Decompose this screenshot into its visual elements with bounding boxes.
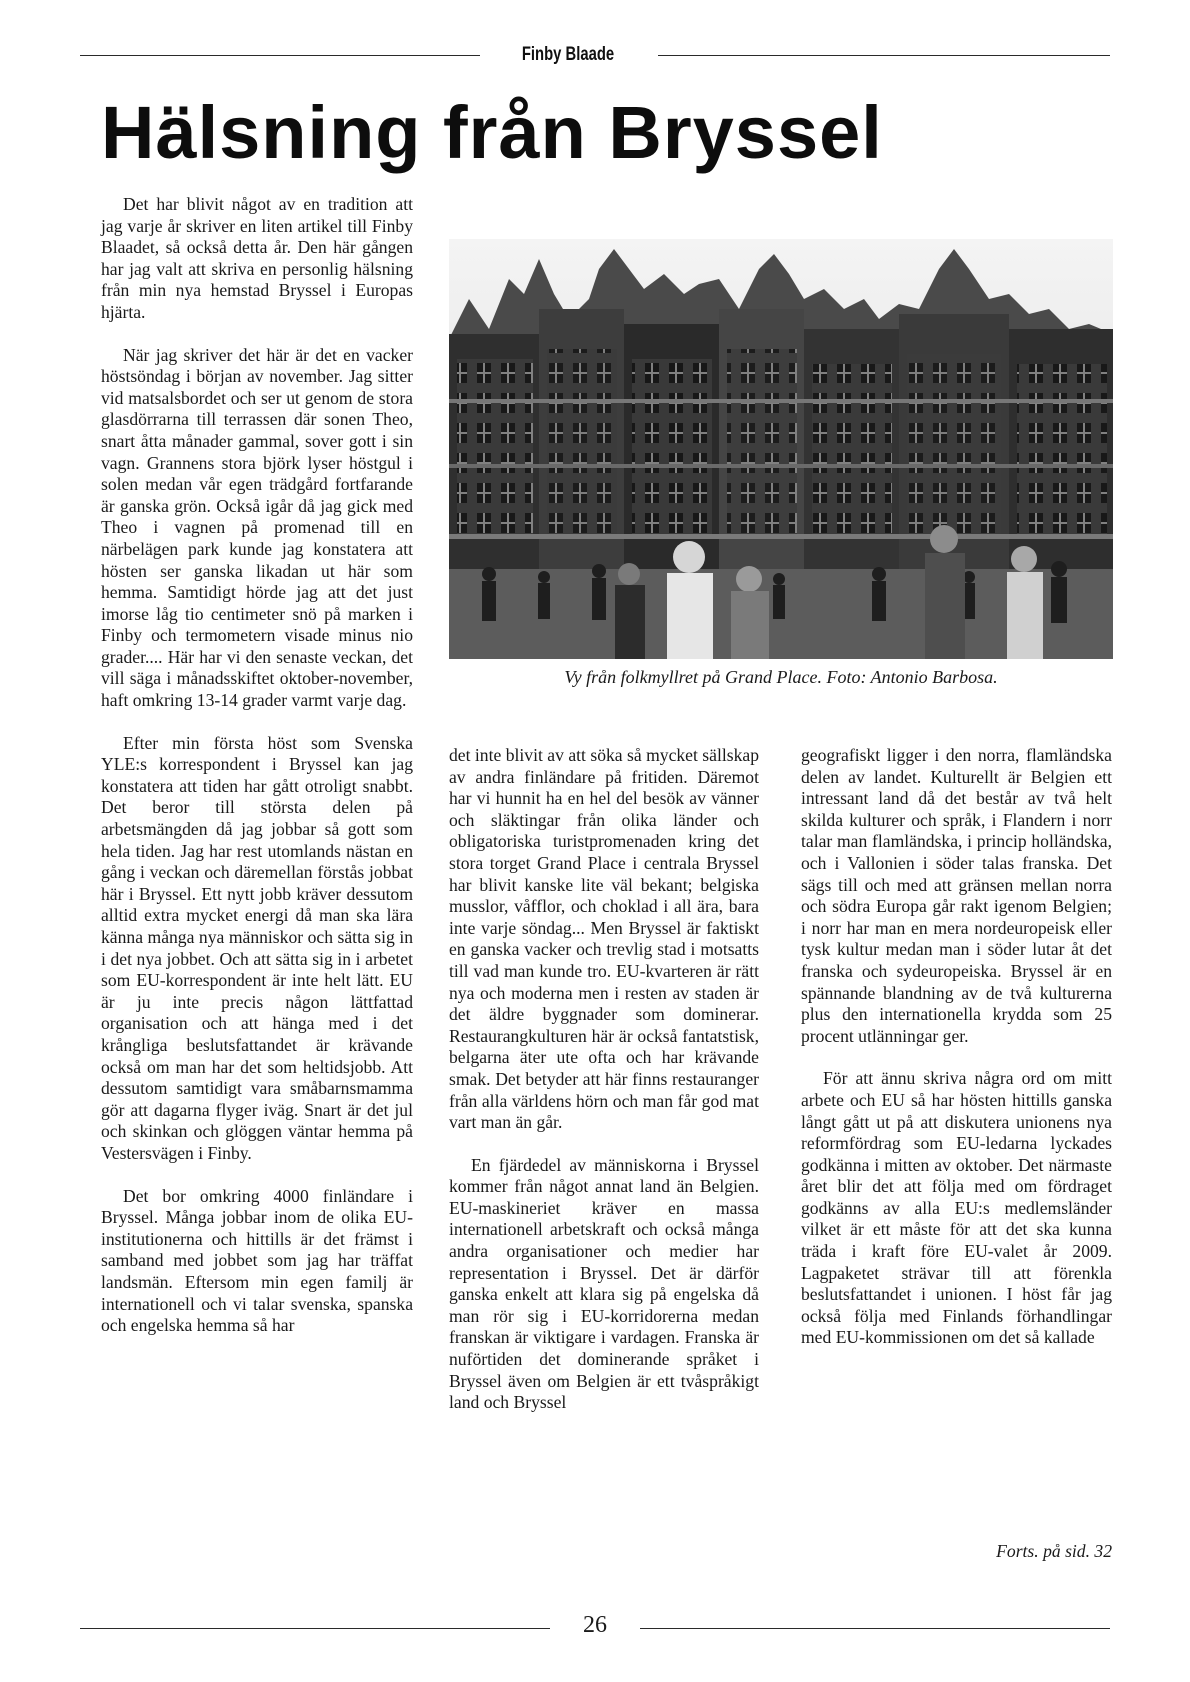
article-column-2 xyxy=(449,745,759,1414)
header-rule-right xyxy=(658,55,1110,56)
article-column-1 xyxy=(101,194,413,1337)
paragraph: det inte blivit av att söka så mycket sällskap av andra finländare på fritiden. Däremot har vi hunnit ha en hel del besök av vänner och släktingar från olika länder och obligatoriska turistpromenaden kring det stora torget Grand Place i centrala Bryssel har blivit kanske lite väl bekant; belgiska musslor, våfflor, och choklad i all ära, bara inte varje söndag... Men Bryssel är faktiskt en ganska vacker och trevlig stad i motsatts till vad man kunde tro. EU-kvarteren är rätt nya och moderna men i resten av staden är det äldre byggnader som dominerar. Restaurangkulturen här är också fantatstisk, belgarna äter ute ofta och har krävande smak. Det betyder att här finns restauranger från alla världens hörn och man får god mat vart man än går. xyxy=(449,745,759,1133)
article-title: Hälsning från Bryssel xyxy=(101,91,883,174)
paragraph: Det bor omkring 4000 finländare i Bryssel. Många jobbar inom de olika EU-institutionerna och hittills är det främst i samband med jobbet som jag har träffat landsmän. Eftersom min egen familj är internationell och vi talar svenska, spanska och engelska hemma så har xyxy=(101,1185,413,1336)
paragraph: Det har blivit något av en tradition att jag varje år skriver en liten artikel till Finby Blaadet, så också detta år. Den här gången har jag valt att skriva en personlig hälsning från min nya hemstad Bryssel i Europas hjärta. xyxy=(101,194,413,322)
continued-note: Forts. på sid. 32 xyxy=(996,1541,1112,1561)
page-number: 26 xyxy=(583,1612,607,1638)
paragraph: geografiskt ligger i den norra, flamländska delen av landet. Kulturellt är Belgien ett intressant land då det består av två helt skilda kulturer och språk, i Flandern i norr talar man flamländska, i princip holländska, och i Vallonien i söder talas franska. Det sägs till och med att gränsen mellan norra och södra Europa går rakt igenom Belgien; i norr har man en mera nordeuropeisk eller tysk kultur medan man i söder lutar åt det franska och sydeuropeiska. Bryssel är en spännande blandning av de två kulturerna plus den internationella krydda som 25 procent utlänningar ger. xyxy=(801,745,1112,1046)
paragraph: Efter min första höst som Svenska YLE:s korrespondent i Bryssel kan jag konstatera att tiden har gått otroligt snabbt. Det beror till största delen på arbetsmängden då jag jobbar så gott som hela tiden. Jag har rest utomlands nästan en gång i veckan och däremellan förstås jobbat här i Bryssel. Ett nytt jobb kräver dessutom alltid extra mycket energi då man ska lära känna många nya människor och sätta sig in i det nya jobbet. Och att sätta sig in i arbetet som EU-korrespondent är inte helt lätt. EU är ju inte precis någon lättfattad organisation och att hänga med i det krångliga beslutsfattandet är krävande också om man har det som heltidsjobb. Att dessutom samtidigt vara småbarnsmamma gör att dagarna flyger iväg. Snart är det jul och skinkan och glöggen väntar hemma på Vestersvägen i Finby. xyxy=(101,732,413,1163)
photo-caption: Vy från folkmyllret på Grand Place. Foto: Antonio Barbosa. xyxy=(564,667,998,687)
footer-rule-left xyxy=(80,1628,550,1629)
paragraph: För att ännu skriva några ord om mitt arbete och EU så har hösten hittills ganska långt gått ut på att diskutera unionens nya reformfördrag som EU-ledarna lyckades godkänna i mitten av oktober. Det närmaste året blir det att följa med om fördraget godkänns av alla EU:s medlemsländer vilket är ett måste för att det ska kunna träda i kraft före EU-valet år 2009. Lagpaketet strävar till att förenkla beslutsfattandet i unionen. I höst får jag också följa med Finlands förhandlingar med EU-kommissionen om det så kallade xyxy=(801,1068,1112,1348)
publication-name: Finby Blaade xyxy=(521,44,615,65)
paragraph: En fjärdedel av människorna i Bryssel kommer från något annat land än Belgien. EU-maskineriet kräver en massa internationell arbetskraft och också många andra organisationer och medier har representation i Bryssel. Det är därför ganska enkelt att klara sig på engelska då man rör sig i EU-korridorerna medan franskan är viktigare i vardagen. Franska är nuförtiden det dominerande språket i Bryssel även om Belgien är ett tvåspråkigt land och Bryssel xyxy=(449,1154,759,1413)
article-column-3 xyxy=(801,745,1112,1349)
grand-place-photo xyxy=(449,239,1113,659)
header-rule-left xyxy=(80,55,480,56)
paragraph: När jag skriver det här är det en vacker höstsöndag i början av november. Jag sitter vid matsalsbordet och ser ut genom de stora glasdörrarna till terrassen där sonen Theo, snart åtta månader gammal, sover gott i sin vagn. Grannens stora björk lyser höstgul i solen medan vår egen trädgård fortfarande är ganska grön. Också igår då jag gick med Theo i vagnen på promenad till en närbelägen park kunde jag konstatera att hösten ser ganska likadan ut här som hemma. Samtidigt hörde jag att det just imorse låg tio centimeter snö på marken i Finby och termometern visade minus nio grader.... Här har vi den senaste veckan, det vill säga i månadsskiftet oktober-november, haft omkring 13-14 grader varmt varje dag. xyxy=(101,344,413,711)
footer-rule-right xyxy=(640,1628,1110,1629)
